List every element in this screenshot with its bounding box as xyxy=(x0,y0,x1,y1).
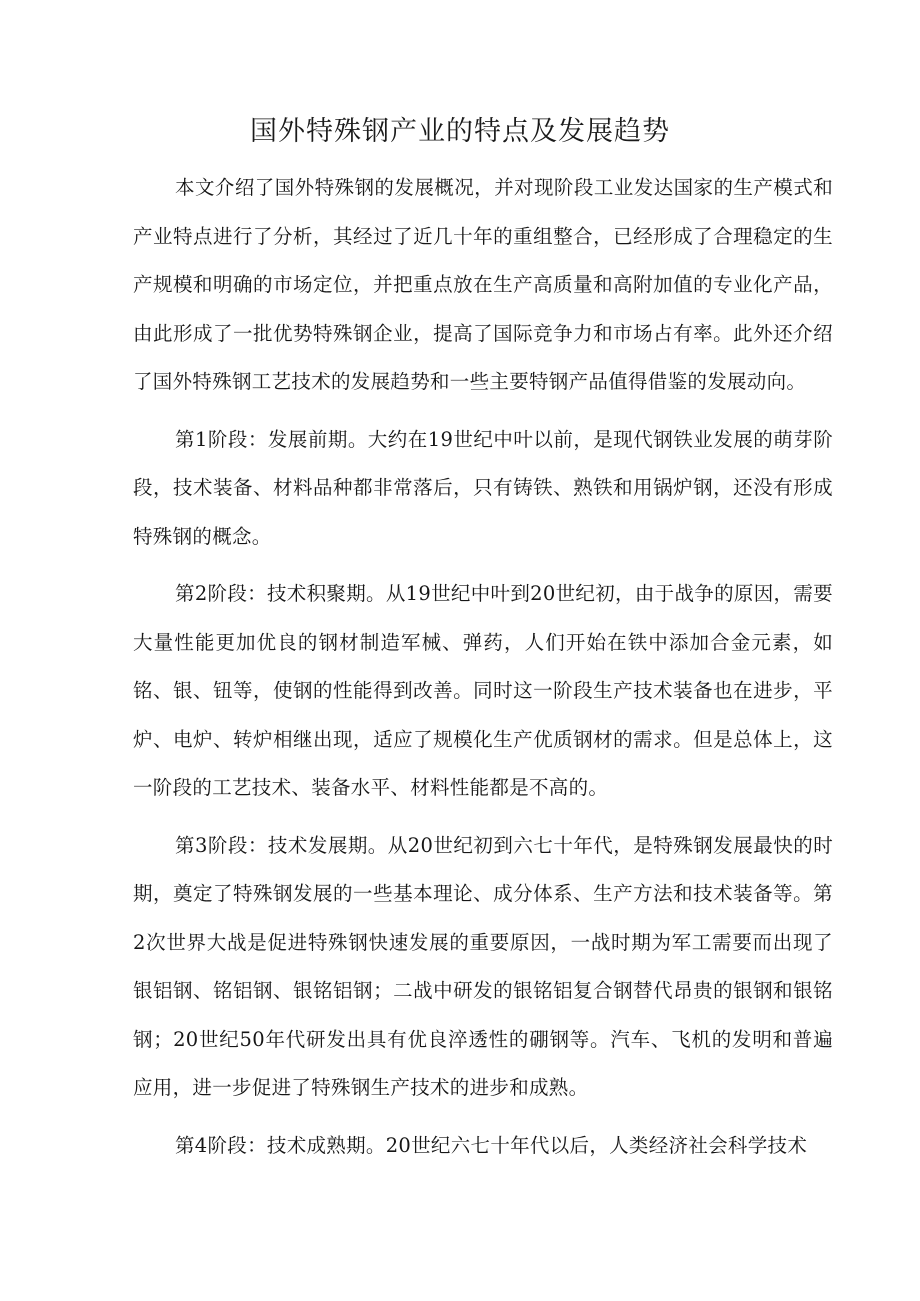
paragraph-intro: 本文介绍了国外特殊钢的发展概况，并对现阶段工业发达国家的生产模式和产业特点进行了分析，其经过了近几十年的重组整合，已经形成了合理稳定的生产规模和明确的市场定位，并把重点放在生产高质量和高附加值的专业化产品，由此形成了一批优势特殊钢企业，提高了国际竞争力和市场占有率。此外还介绍了国外特殊钢工艺技术的发展趋势和一些主要特钢产品值得借鉴的发展动向。 xyxy=(133,176,833,393)
document-title: 国外特殊钢产业的特点及发展趋势 xyxy=(250,116,670,147)
paragraph-stage-1: 第1阶段：发展前期。大约在19世纪中叶以前，是现代钢铁业发展的萌芽阶段，技术装备、材料品种都非常落后，只有铸铁、熟铁和用锅炉钢，还没有形成特殊钢的概念。 xyxy=(133,427,833,548)
paragraph-stage-2: 第2阶段：技术积聚期。从19世纪中叶到20世纪初，由于战争的原因，需要大量性能更加优良的钢材制造军械、弹药，人们开始在铁中添加合金元素，如铭、银、钮等，使钢的性能得到改善。同时这一阶段生产技术装备也在进步，平炉、电炉、转炉相继出现，适应了规模化生产优质钢材的需求。但是总体上，这一阶段的工艺技术、装备水平、材料性能都是不高的。 xyxy=(133,582,833,799)
paragraph-stage-3: 第3阶段：技术发展期。从20世纪初到六七十年代，是特殊钢发展最快的时期，奠定了特殊钢发展的一些基本理论、成分体系、生产方法和技术装备等。第2次世界大战是促进特殊钢快速发展的重要原因，一战时期为军工需要而出现了银铝钢、铭铝钢、银铭铝钢；二战中研发的银铭铝复合钢替代昂贵的银钢和银铭钢；20世纪50年代研发出具有优良淬透性的硼钢等。汽车、飞机的发明和普遍应用，进一步促进了特殊钢生产技术的进步和成熟。 xyxy=(133,833,833,1099)
document-body xyxy=(133,164,833,1179)
paragraph-stage-4: 第4阶段：技术成熟期。20世纪六七十年代以后，人类经济社会科学技术 xyxy=(175,1133,808,1157)
